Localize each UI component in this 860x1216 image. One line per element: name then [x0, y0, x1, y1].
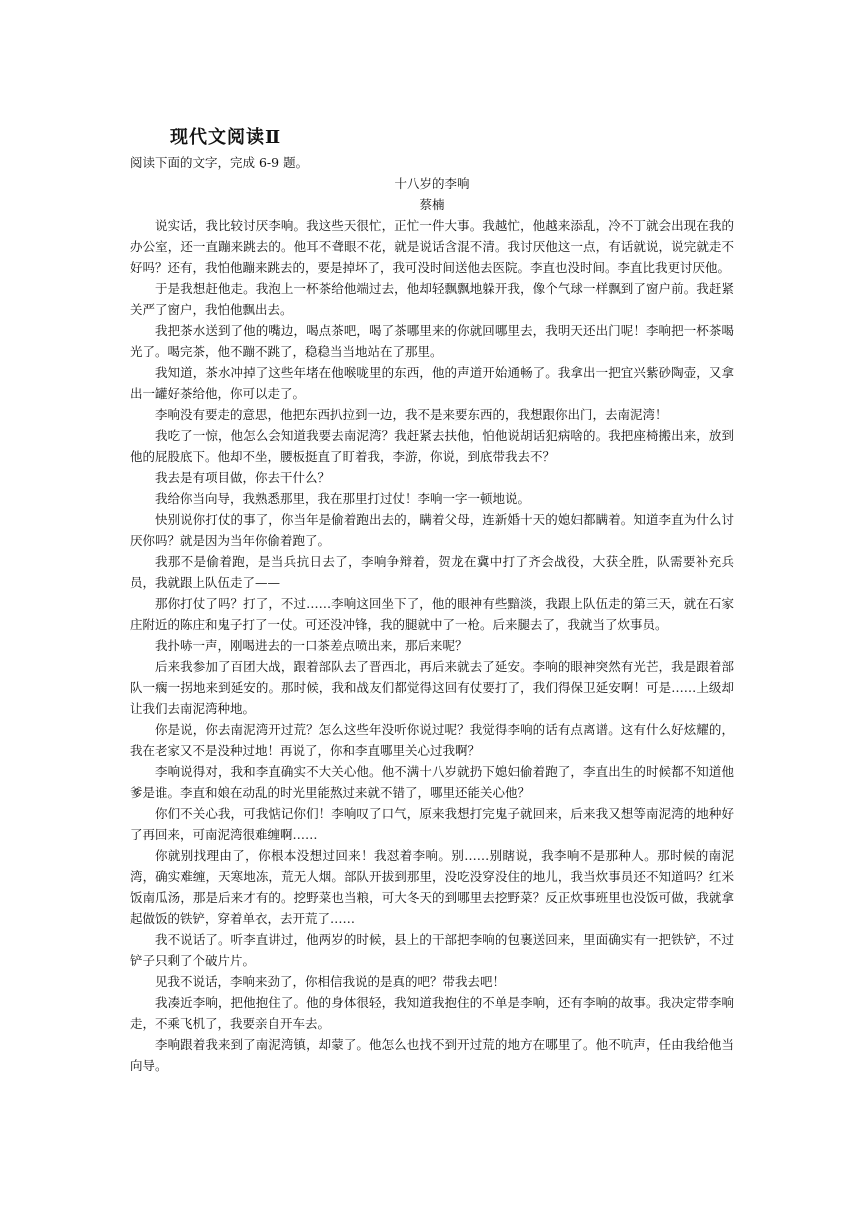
paragraph: 说实话，我比较讨厌李响。我这些天很忙，正忙一件大事。我越忙，他越来添乱，冷不丁就会出现在我的办公室，还一直蹦来跳去的。他耳不聋眼不花，就是说话含混不清。我讨厌他这一点，有话就说，说完就走不好吗？还有，我怕他蹦来跳去的，要是掉坏了，我可没时间送他去医院。李直也没时间。李直比我更讨厌他。 — [130, 218, 734, 275]
paragraph: 李响没有要走的意思，他把东西扒拉到一边，我不是来要东西的，我想跟你出门，去南泥湾！ — [155, 407, 668, 422]
paragraph: 快别说你打仗的事了，你当年是偷着跑出去的，瞒着父母，连新婚十天的媳妇都瞒着。知道李直为什么讨厌你吗？就是因为当年你偷着跑了。 — [130, 512, 734, 548]
paragraph: 李响跟着我来到了南泥湾镇，却蒙了。他怎么也找不到开过荒的地方在哪里了。他不吭声，任由我给他当向导。 — [130, 1037, 734, 1073]
paragraph: 见我不说话，李响来劲了，你相信我说的是真的吧？带我去吧！ — [155, 974, 506, 989]
paragraph: 李响说得对，我和李直确实不大关心他。他不满十八岁就扔下媳妇偷着跑了，李直出生的时候都不知道他爹是谁。李直和娘在动乱的时光里能熬过来就不错了，哪里还能关心他？ — [130, 764, 734, 800]
paragraph: 我把茶水送到了他的嘴边，喝点茶吧，喝了茶哪里来的你就回哪里去，我明天还出门呢！李响把一杯茶喝光了。喝完茶，他不蹦不跳了，稳稳当当地站在了那里。 — [130, 323, 734, 359]
paragraph: 我扑哧一声，刚喝进去的一口茶差点喷出来，那后来呢？ — [155, 638, 468, 653]
paragraph: 我凑近李响，把他抱住了。他的身体很轻，我知道我抱住的不单是李响，还有李响的故事。我决定带李响走，不乘飞机了，我要亲自开车去。 — [130, 995, 734, 1031]
paragraph: 你就别找理由了，你根本没想过回来！我怼着李响。别……别瞎说，我李响不是那种人。那时候的南泥湾，确实难缠，天寒地冻，荒无人烟。部队开拔到那里，没吃没穿没住的地儿，我当炊事员还不知道吗？红米饭南瓜汤，那是后来才有的。挖野菜也当粮，可大冬天的到哪里去挖野菜？反正炊事班里也没饭可做，我就拿起做饭的铁铲，穿着单衣，去开荒了…… — [130, 848, 734, 926]
paragraph: 我给你当向导，我熟悉那里，我在那里打过仗！李响一字一顿地说。 — [155, 491, 531, 506]
section-title: 现代文阅读Ⅱ — [170, 127, 282, 148]
paragraph: 你们不关心我，可我惦记你们！李响叹了口气，原来我想打完鬼子就回来，后来我又想等南泥湾的地种好了再回来，可南泥湾很难缠啊…… — [130, 806, 734, 842]
instruction-text: 阅读下面的文字，完成 6-9 题。 — [130, 155, 309, 170]
story-title: 十八岁的李响 — [394, 176, 470, 191]
paragraph: 我去是有项目做，你去干什么？ — [155, 470, 331, 485]
story-body — [130, 215, 734, 1076]
paragraph: 我不说话了。听李直讲过，他两岁的时候，县上的干部把李响的包裹送回来，里面确实有一把铁铲，不过铲子只剩了个破片片。 — [130, 932, 734, 968]
paragraph: 你是说，你去南泥湾开过荒？怎么这些年没听你说过呢？我觉得李响的话有点离谱。这有什么好炫耀的，我在老家又不是没种过地！再说了，你和李直哪里关心过我啊？ — [130, 722, 734, 758]
paragraph: 我知道，茶水冲掉了这些年堵在他喉咙里的东西，他的声道开始通畅了。我拿出一把宜兴紫砂陶壶，又拿出一罐好茶给他，你可以走了。 — [130, 365, 734, 401]
paragraph: 后来我参加了百团大战，跟着部队去了晋西北，再后来就去了延安。李响的眼神突然有光芒，我是跟着部队一瘸一拐地来到延安的。那时候，我和战友们都觉得这回有仗要打了，我们得保卫延安啊！可是……上级却让我们去南泥湾种地。 — [130, 659, 734, 716]
paragraph: 我那不是偷着跑，是当兵抗日去了，李响争辩着，贺龙在冀中打了齐会战役，大获全胜，队需要补充兵员，我就跟上队伍走了—— — [130, 554, 734, 590]
document-page — [130, 126, 734, 1076]
paragraph: 我吃了一惊，他怎么会知道我要去南泥湾？我赶紧去扶他，怕他说胡话犯病啥的。我把座椅搬出来，放到他的屁股底下。他却不坐，腰板挺直了盯着我，李游，你说，到底带我去不？ — [130, 428, 734, 464]
paragraph: 那你打仗了吗？打了，不过……李响这回坐下了，他的眼神有些黯淡，我跟上队伍走的第三天，就在石家庄附近的陈庄和鬼子打了一仗。可还没冲锋，我的腿就中了一枪。后来腿去了，我就当了炊事员。 — [130, 596, 734, 632]
story-author: 蔡楠 — [419, 197, 445, 212]
paragraph: 于是我想赶他走。我泡上一杯茶给他端过去，他却轻飘飘地躲开我，像个气球一样飘到了窗户前。我赶紧关严了窗户，我怕他飘出去。 — [130, 281, 734, 317]
